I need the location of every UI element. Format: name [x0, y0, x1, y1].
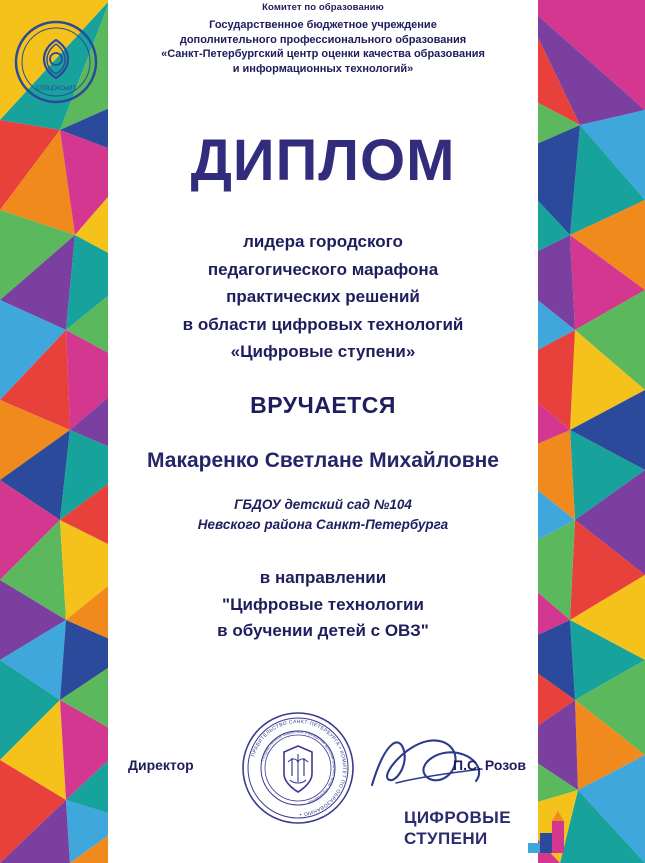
nomination-line-1: в направлении [259, 568, 387, 588]
program-brand [404, 805, 594, 857]
subtitle-line-5: «Цифровые ступени» [230, 342, 416, 362]
award-subtitle [108, 228, 538, 366]
official-round-stamp [240, 710, 356, 826]
document-header [108, 2, 538, 77]
recipient-institution [108, 495, 538, 536]
subtitle-line-1: лидера городского [243, 232, 403, 251]
brand-line-2: СТУПЕНИ [404, 829, 488, 849]
spbcokoit-logo-icon [14, 20, 98, 104]
subtitle-line-2: педагогического марафона [207, 259, 439, 279]
committee-line: Комитет по образованию [262, 2, 384, 13]
institution-line-2: Невского района Санкт-Петербурга [197, 516, 449, 532]
svg-text:Государственное бюджетное учре: Государственное бюджетное учреждение дополнительного проф. образования [259, 728, 338, 806]
nomination-line-3: в обучении детей с ОВЗ" [217, 620, 429, 640]
steps-logo-icon [526, 809, 570, 853]
organization-line-4: и информационных технологий» [232, 62, 414, 75]
organization-line-2: дополнительного профессионального образования [179, 33, 467, 46]
awarded-label: ВРУЧАЕТСЯ [250, 391, 396, 418]
svg-text:ПРАВИТЕЛЬСТВО САНКТ-ПЕТЕРБУРГА: ПРАВИТЕЛЬСТВО САНКТ-ПЕТЕРБУРГА • КОМИТЕТ ПО ОБРАЗОВАНИЮ • [250, 718, 348, 817]
svg-text:СПбЦОКОиИТ: СПбЦОКОиИТ [35, 86, 77, 92]
recipient-name: Макаренко Светлане Михайловне [147, 448, 499, 472]
page-title: ДИПЛОМ [190, 128, 456, 193]
organization-name [108, 18, 538, 77]
signatory-role: Директор [128, 757, 194, 773]
nomination-block [108, 565, 538, 644]
certificate-body [108, 118, 538, 644]
nomination-line-2: "Цифровые технологии [222, 594, 424, 614]
brand-text [404, 807, 511, 850]
brand-line-1: ЦИФРОВЫЕ [404, 808, 511, 827]
institution-line-1: ГБДОУ детский сад №104 [234, 496, 412, 512]
signatory-name: П.С. Розов [453, 757, 526, 773]
organization-line-1: Государственное бюджетное учреждение [209, 19, 437, 31]
organization-line-3: «Санкт-Петербургский центр оценки качества образования [161, 48, 485, 61]
signature-row [108, 718, 538, 817]
subtitle-line-3: практических решений [226, 287, 420, 307]
subtitle-line-4: в области цифровых технологий [182, 314, 464, 334]
